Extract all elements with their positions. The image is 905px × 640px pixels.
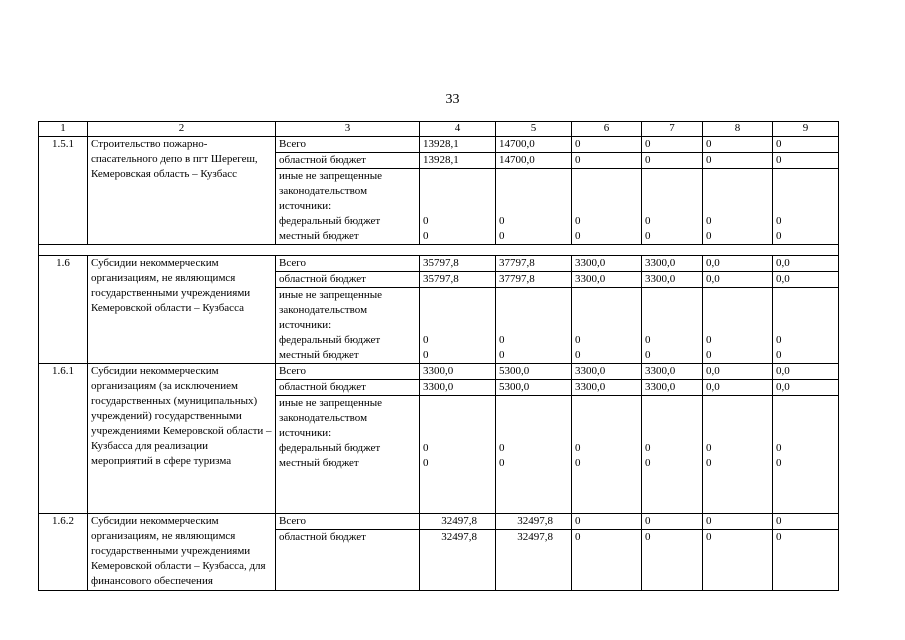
value-cell: 5300,0 — [496, 364, 572, 380]
value-cell: 3300,0 — [642, 380, 703, 396]
value-cell: 0 — [703, 514, 773, 530]
column-number-row — [39, 122, 839, 137]
page-number: 33 — [445, 92, 460, 107]
row-name: Субсидии некоммерческим организациям (за исключением государственных (муниципальных) учреждений) государственными учреждениями Кемеровской области – Кузбасса для реализации мероприятий в сфере туризма — [88, 364, 276, 514]
row-code: 1.6.1 — [39, 364, 88, 514]
value-cell: 0 — [773, 514, 839, 530]
value-cell: 3300,0 — [642, 364, 703, 380]
col-number: 1 — [39, 122, 88, 137]
source-label: федеральный бюджет — [279, 442, 381, 454]
table-row — [39, 137, 839, 153]
value-cell: 0 0 — [572, 169, 642, 245]
table-row — [39, 514, 839, 530]
source-label: Всего — [276, 364, 420, 380]
row-name: Субсидии некоммерческим организациям, не являющимся государственными учреждениями Кемеровской области – Кузбасса, для финансового обеспечения — [88, 514, 276, 591]
value-cell: 32497,8 — [496, 530, 572, 591]
source-label: областной бюджет — [276, 153, 420, 169]
value-cell: 0 0 — [496, 396, 572, 514]
value-cell: 0,0 — [773, 364, 839, 380]
value-cell: 0 0 — [642, 288, 703, 364]
value-cell: 0 — [773, 137, 839, 153]
value-cell: 32497,8 — [496, 514, 572, 530]
row-name: Строительство пожарно-спасательного депо в пгт Шерегеш, Кемеровская область – Кузбасс — [88, 137, 276, 245]
value-cell: 3300,0 — [572, 272, 642, 288]
source-label-group — [276, 396, 420, 514]
value-cell: 0,0 — [773, 256, 839, 272]
value-cell: 0 — [703, 137, 773, 153]
value-cell: 0,0 — [703, 364, 773, 380]
value-cell: 0 0 — [496, 169, 572, 245]
value-cell: 0 — [572, 530, 642, 591]
row-code: 1.6.2 — [39, 514, 88, 591]
value-cell: 3300,0 — [572, 380, 642, 396]
source-label-group — [276, 288, 420, 364]
value-cell: 3300,0 — [642, 256, 703, 272]
value-cell: 0 0 — [420, 288, 496, 364]
source-label: областной бюджет — [276, 380, 420, 396]
value-cell: 37797,8 — [496, 272, 572, 288]
source-label: местный бюджет — [279, 457, 359, 469]
row-code: 1.5.1 — [39, 137, 88, 245]
col-number: 5 — [496, 122, 572, 137]
source-label-group — [276, 169, 420, 245]
value-cell: 13928,1 — [420, 153, 496, 169]
col-number: 2 — [88, 122, 276, 137]
value-cell: 14700,0 — [496, 153, 572, 169]
value-cell: 5300,0 — [496, 380, 572, 396]
source-label: федеральный бюджет — [279, 215, 381, 227]
value-cell: 13928,1 — [420, 137, 496, 153]
value-cell: 0,0 — [703, 380, 773, 396]
source-label: иные не запрещенные законодательством источники: — [279, 170, 383, 212]
source-label: Всего — [276, 256, 420, 272]
value-cell: 35797,8 — [420, 272, 496, 288]
value-cell: 35797,8 — [420, 256, 496, 272]
value-cell: 0,0 — [773, 380, 839, 396]
source-label: местный бюджет — [279, 230, 359, 242]
value-cell: 0 — [642, 137, 703, 153]
value-cell: 0,0 — [703, 256, 773, 272]
table-row — [39, 245, 839, 256]
col-number: 4 — [420, 122, 496, 137]
value-cell: 0 — [572, 153, 642, 169]
value-cell: 0,0 — [703, 272, 773, 288]
value-cell: 0 0 — [572, 396, 642, 514]
value-cell: 0 — [703, 530, 773, 591]
col-number: 9 — [773, 122, 839, 137]
row-name: Субсидии некоммерческим организациям, не являющимся государственными учреждениями Кемеровской области – Кузбасса — [88, 256, 276, 364]
source-label: местный бюджет — [279, 349, 359, 361]
value-cell: 0 0 — [420, 396, 496, 514]
col-number: 6 — [572, 122, 642, 137]
value-cell: 3300,0 — [572, 256, 642, 272]
value-cell: 3300,0 — [572, 364, 642, 380]
source-label: федеральный бюджет — [279, 334, 381, 346]
value-cell: 0 0 — [496, 288, 572, 364]
value-cell: 3300,0 — [420, 364, 496, 380]
source-label: Всего — [276, 137, 420, 153]
value-cell: 3300,0 — [420, 380, 496, 396]
row-code: 1.6 — [39, 256, 88, 364]
source-label: областной бюджет — [276, 272, 420, 288]
value-cell: 32497,8 — [420, 530, 496, 591]
table-row — [39, 364, 839, 380]
value-cell: 0 — [642, 153, 703, 169]
value-cell: 0 0 — [703, 396, 773, 514]
source-label: Всего — [276, 514, 420, 530]
value-cell: 0 0 — [773, 169, 839, 245]
value-cell: 0 0 — [773, 396, 839, 514]
table-row — [39, 256, 839, 272]
budget-table — [38, 121, 839, 591]
value-cell: 0 — [703, 153, 773, 169]
value-cell: 37797,8 — [496, 256, 572, 272]
value-cell: 0 — [642, 514, 703, 530]
col-number: 8 — [703, 122, 773, 137]
value-cell: 0 0 — [703, 169, 773, 245]
value-cell: 0 — [773, 530, 839, 591]
row-spacer — [39, 245, 839, 256]
value-cell: 0 — [572, 137, 642, 153]
value-cell: 0,0 — [773, 272, 839, 288]
value-cell: 3300,0 — [642, 272, 703, 288]
value-cell: 32497,8 — [420, 514, 496, 530]
value-cell: 14700,0 — [496, 137, 572, 153]
value-cell: 0 — [773, 153, 839, 169]
source-label: иные не запрещенные законодательством источники: — [279, 289, 383, 331]
col-number: 3 — [276, 122, 420, 137]
value-cell: 0 0 — [642, 396, 703, 514]
value-cell: 0 0 — [572, 288, 642, 364]
value-cell: 0 0 — [420, 169, 496, 245]
source-label: иные не запрещенные законодательством источники: — [279, 397, 383, 439]
col-number: 7 — [642, 122, 703, 137]
value-cell: 0 0 — [703, 288, 773, 364]
source-label: областной бюджет — [276, 530, 420, 591]
value-cell: 0 0 — [773, 288, 839, 364]
value-cell: 0 — [642, 530, 703, 591]
value-cell: 0 0 — [642, 169, 703, 245]
value-cell: 0 — [572, 514, 642, 530]
